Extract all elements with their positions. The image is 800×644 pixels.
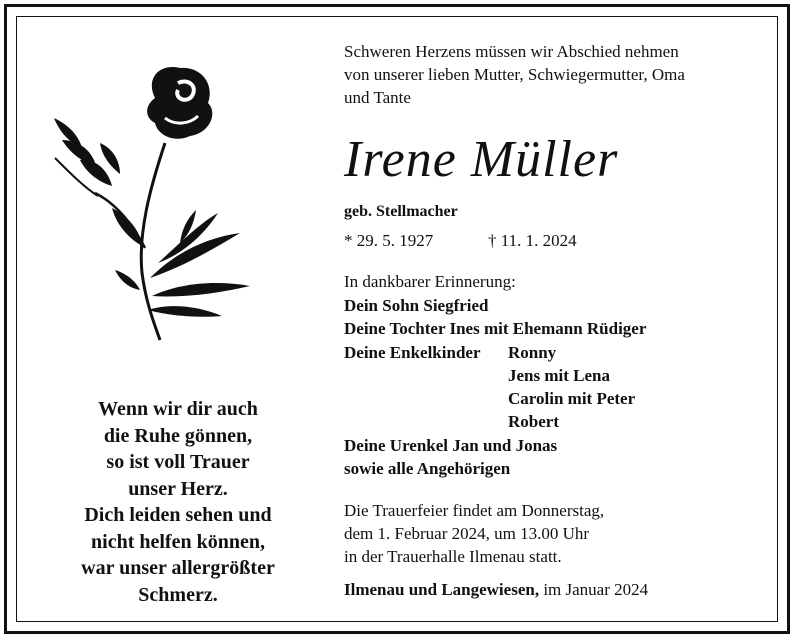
mourner-main: Deine Enkelkinder xyxy=(344,342,481,362)
mourners-list xyxy=(344,294,646,480)
mourner-main: Deine Urenkel Jan und Jonas xyxy=(344,435,558,455)
memory-line: In dankbarer Erinnerung: xyxy=(344,272,516,291)
service-line: Die Trauerfeier findet am Donnerstag, xyxy=(344,501,605,520)
intro-text xyxy=(344,40,774,109)
mourner-sub: Jens mit Lena xyxy=(508,365,610,385)
service-info xyxy=(344,499,604,568)
service-line: dem 1. Februar 2024, um 13.00 Uhr xyxy=(344,524,590,543)
mourner-sub: Ronny xyxy=(508,342,557,362)
verse-line: so ist voll Trauer xyxy=(106,451,250,473)
verse-line: Dich leiden sehen und xyxy=(84,504,272,526)
memorial-verse xyxy=(48,396,308,608)
verse-line: nicht helfen können, xyxy=(91,530,265,553)
mourner-sub: Robert xyxy=(508,412,559,432)
place-date xyxy=(344,580,648,600)
mourner-row xyxy=(344,317,646,340)
deceased-name: Irene Müller xyxy=(344,131,619,188)
life-dates xyxy=(344,231,577,251)
mourner-row xyxy=(344,434,646,457)
mourner-main: Deine Tochter Ines mit Ehemann Rüdiger xyxy=(344,319,647,339)
verse-line: die Ruhe gönnen, xyxy=(103,424,253,447)
mourner-sub: Carolin mit Peter xyxy=(508,389,636,409)
verse-line: Schmerz. xyxy=(138,583,218,606)
place-name: Ilmenau und Langewiesen, xyxy=(344,580,540,599)
mourner-row xyxy=(344,410,646,433)
rose-silhouette-icon xyxy=(40,48,300,348)
intro-line: von unserer lieben Mutter, Schwiegermutter, Oma xyxy=(344,65,685,84)
mourner-main: sowie alle Angehörigen xyxy=(344,459,511,479)
place-date-text: im Januar 2024 xyxy=(539,580,649,599)
mourner-row xyxy=(344,341,646,364)
service-line: in der Trauerhalle Ilmenau statt. xyxy=(344,547,562,566)
mourner-row xyxy=(344,387,646,410)
intro-line: und Tante xyxy=(344,88,411,107)
verse-line: Wenn wir dir auch xyxy=(98,398,258,420)
verse-line: unser Herz. xyxy=(128,477,228,500)
mourner-main: Dein Sohn Siegfried xyxy=(344,296,489,315)
verse-line: war unser allergrößter xyxy=(81,557,275,579)
maiden-name: geb. Stellmacher xyxy=(344,203,458,220)
birth-date: * 29. 5. 1927 xyxy=(344,231,434,250)
mourner-row xyxy=(344,294,646,317)
death-date: † 11. 1. 2024 xyxy=(488,231,577,250)
mourner-row xyxy=(344,364,646,387)
intro-line: Schweren Herzens müssen wir Abschied nehmen xyxy=(344,42,679,61)
mourner-row xyxy=(344,457,646,480)
